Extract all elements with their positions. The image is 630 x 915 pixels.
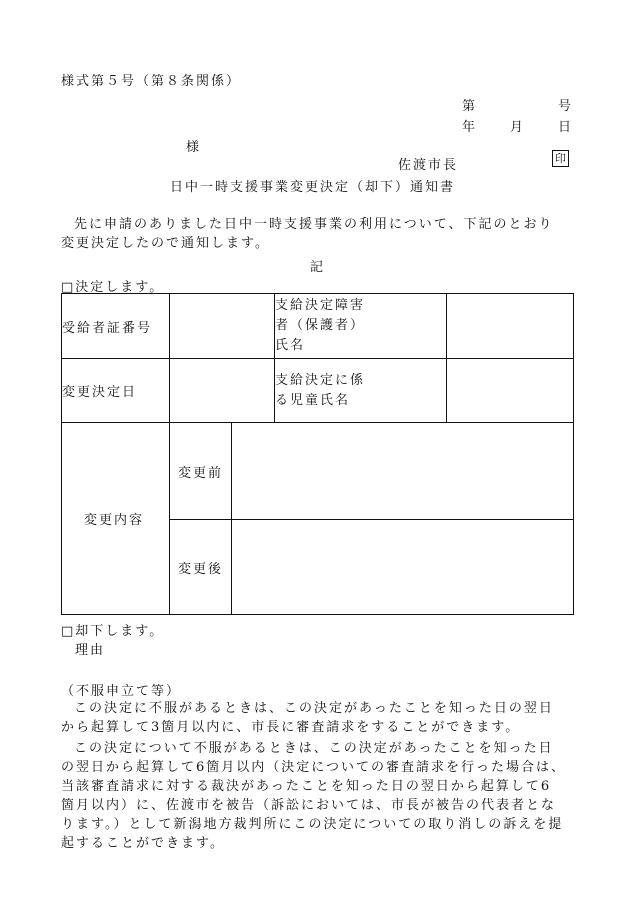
change-date-value bbox=[170, 359, 275, 423]
child-name-label bbox=[275, 359, 447, 423]
guardian-name-label bbox=[275, 294, 447, 359]
guardian-name-value bbox=[447, 294, 574, 359]
before-value bbox=[232, 423, 574, 520]
child-label-line-1: 支給決定に係 bbox=[275, 372, 366, 388]
intro-line-2: 変更決定したので通知します。 bbox=[61, 236, 270, 251]
date-month-label: 月 bbox=[510, 120, 524, 135]
after-label-text: 変更後 bbox=[178, 561, 224, 577]
rejection-checkbox[interactable]: □却下します。 bbox=[61, 624, 165, 639]
after-label bbox=[170, 520, 232, 615]
before-label-text: 変更前 bbox=[178, 465, 224, 481]
change-date-label bbox=[62, 359, 170, 423]
recipient-number-label-text: 受給者証番号 bbox=[62, 320, 153, 336]
notice-table bbox=[61, 293, 574, 615]
recipient-number-label bbox=[62, 294, 170, 359]
document-title: 日中一時支援事業変更決定（却下）通知書 bbox=[170, 180, 456, 195]
document-number-suffix: 号 bbox=[558, 99, 572, 114]
intro-paragraph bbox=[61, 215, 573, 253]
intro-line-1: 先に申請のありました日中一時支援事業の利用について、下記のとおり bbox=[74, 217, 554, 232]
date-year-label: 年 bbox=[462, 120, 476, 135]
change-content-label-text: 変更内容 bbox=[84, 513, 145, 528]
ki-heading: 記 bbox=[310, 260, 324, 275]
change-date-label-text: 変更決定日 bbox=[62, 385, 138, 400]
recipient-number-value bbox=[170, 294, 275, 359]
objection-p2-line-3: 当該審査請求に対する裁決があったことを知った日の翌日から起算して6 bbox=[61, 779, 552, 794]
seal-text: 印 bbox=[555, 152, 566, 165]
issuer-name: 佐渡市長 bbox=[398, 158, 459, 173]
change-content-label bbox=[62, 423, 170, 615]
addressee-suffix: 様 bbox=[186, 140, 200, 155]
objection-p2-line-4: 箇月以内）に、佐渡市を被告（訴訟においては、市長が被告の代表者とな bbox=[61, 798, 557, 813]
objection-paragraph-2 bbox=[61, 739, 573, 853]
objection-p2-line-1: この決定について不服があるときは、この決定があったことを知った日 bbox=[74, 741, 554, 756]
child-label-line-2: る児童氏名 bbox=[275, 392, 351, 408]
document-number-prefix: 第 bbox=[462, 99, 476, 114]
after-value bbox=[232, 520, 574, 615]
objection-paragraph-1 bbox=[61, 699, 573, 737]
objection-p2-line-2: の翌日から起算して6箇月以内（決定についての審査請求を行った場合は、 bbox=[61, 760, 567, 775]
reason-label: 理由 bbox=[75, 643, 106, 658]
objection-p1-line-1: この決定に不服があるときは、この決定があったことを知った日の翌日 bbox=[74, 701, 554, 716]
objection-p2-line-5: ります。）として新潟地方裁判所にこの決定についての取り消しの訴えを提 bbox=[61, 817, 564, 832]
decision-checkbox[interactable]: □決定します。 bbox=[61, 280, 165, 295]
seal-stamp bbox=[552, 150, 569, 167]
objection-heading: （不服申立て等） bbox=[61, 684, 182, 699]
guardian-label-line-1: 支給決定障害 bbox=[275, 298, 366, 313]
objection-p2-line-6: 起することができます。 bbox=[61, 836, 225, 851]
form-number: 様式第５号（第８条関係） bbox=[61, 74, 242, 89]
child-name-value bbox=[447, 359, 574, 423]
date-day-label: 日 bbox=[558, 120, 572, 135]
guardian-label-line-2: 者（保護者） bbox=[275, 318, 366, 333]
objection-p1-line-2: から起算して3箇月以内に、市長に審査請求をすることができます。 bbox=[61, 720, 521, 735]
guardian-label-line-3: 氏名 bbox=[275, 338, 306, 353]
before-label bbox=[170, 423, 232, 520]
